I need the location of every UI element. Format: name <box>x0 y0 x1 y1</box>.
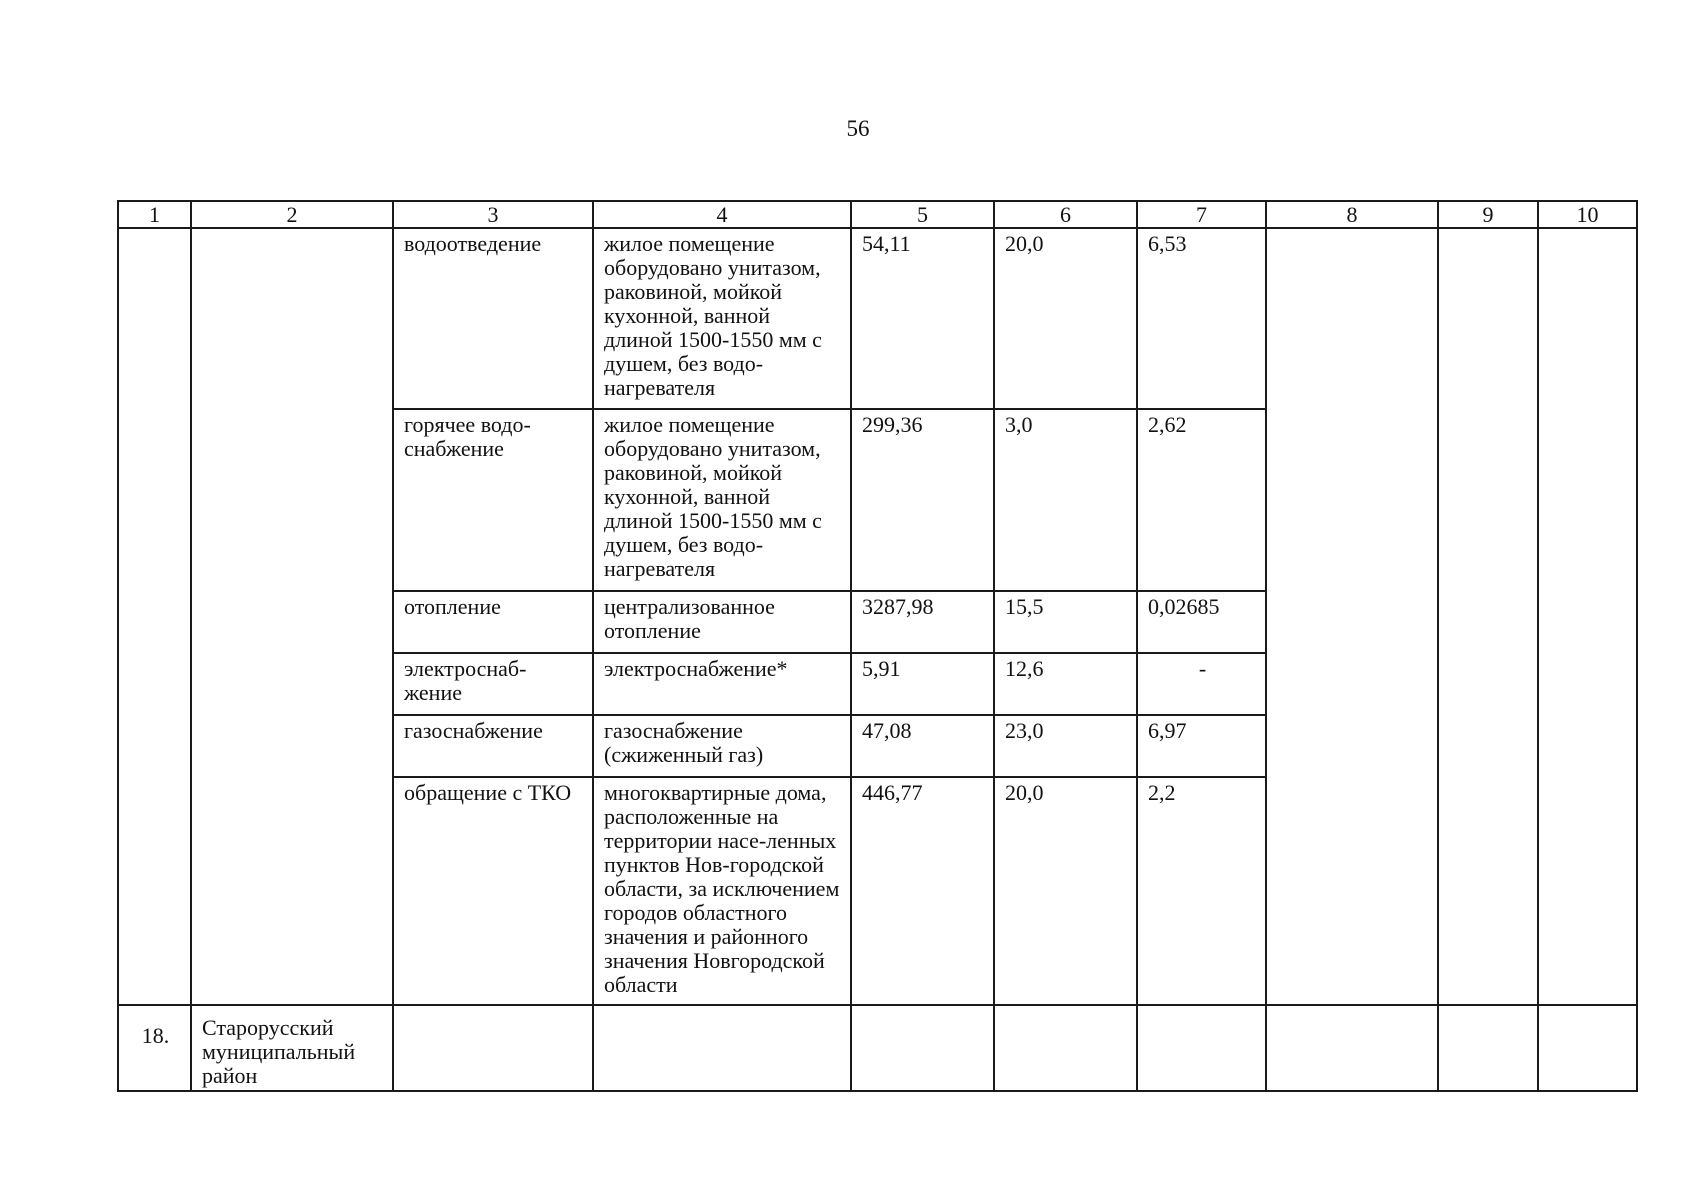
service-cell: обращение с ТКО <box>393 777 593 1005</box>
header-col-7: 7 <box>1137 201 1266 228</box>
description-cell: газоснабжение (сжиженный газ) <box>593 715 851 777</box>
header-col-3: 3 <box>393 201 593 228</box>
value-col-7: 6,53 <box>1137 228 1266 409</box>
tariff-table <box>117 200 1638 1092</box>
value-col-6: 12,6 <box>994 653 1137 715</box>
description-cell: электроснабжение* <box>593 653 851 715</box>
value-col-7: - <box>1137 653 1266 715</box>
value-col-6: 20,0 <box>994 777 1137 1005</box>
value-col-6: 15,5 <box>994 591 1137 653</box>
value-col-5: 3287,98 <box>851 591 994 653</box>
district-row <box>118 1005 1637 1091</box>
table-row <box>118 228 1637 409</box>
empty-cell <box>1538 1005 1637 1091</box>
header-col-5: 5 <box>851 201 994 228</box>
value-col-7: 6,97 <box>1137 715 1266 777</box>
header-col-1: 1 <box>118 201 191 228</box>
merged-col-8 <box>1266 228 1438 1005</box>
description-cell: жилое помещение оборудовано унитазом, раковиной, мойкой кухонной, ванной длиной 1500-1550 мм с душем, без водо-нагревателя <box>593 409 851 591</box>
service-cell: горячее водо-снабжение <box>393 409 593 591</box>
description-cell: многоквартирные дома, расположенные на территории насе-ленных пунктов Нов-городской области, за исключением городов областного значения и районного значения Новгородской области <box>593 777 851 1005</box>
empty-cell <box>1266 1005 1438 1091</box>
page-number: 56 <box>846 116 870 141</box>
district-number: 18. <box>118 1005 191 1091</box>
value-col-7: 2,62 <box>1137 409 1266 591</box>
empty-cell <box>994 1005 1137 1091</box>
value-col-5: 47,08 <box>851 715 994 777</box>
header-col-8: 8 <box>1266 201 1438 228</box>
header-col-2: 2 <box>191 201 393 228</box>
table-header-row <box>118 201 1637 228</box>
value-col-5: 5,91 <box>851 653 994 715</box>
value-col-6: 20,0 <box>994 228 1137 409</box>
header-col-10: 10 <box>1538 201 1637 228</box>
value-col-5: 54,11 <box>851 228 994 409</box>
merged-col-10 <box>1538 228 1637 1005</box>
value-col-5: 446,77 <box>851 777 994 1005</box>
empty-cell <box>1438 1005 1538 1091</box>
service-cell: газоснабжение <box>393 715 593 777</box>
service-cell: электроснаб-жение <box>393 653 593 715</box>
header-col-4: 4 <box>593 201 851 228</box>
value-col-6: 23,0 <box>994 715 1137 777</box>
value-col-6: 3,0 <box>994 409 1137 591</box>
empty-cell <box>1137 1005 1266 1091</box>
value-col-7: 0,02685 <box>1137 591 1266 653</box>
service-cell: отопление <box>393 591 593 653</box>
empty-cell <box>593 1005 851 1091</box>
value-col-5: 299,36 <box>851 409 994 591</box>
district-name: Старорусский муниципальный район <box>191 1005 393 1091</box>
service-cell: водоотведение <box>393 228 593 409</box>
empty-cell <box>851 1005 994 1091</box>
empty-cell <box>393 1005 593 1091</box>
description-cell: жилое помещение оборудовано унитазом, раковиной, мойкой кухонной, ванной длиной 1500-1550 мм с душем, без водо-нагревателя <box>593 228 851 409</box>
description-cell: централизованное отопление <box>593 591 851 653</box>
merged-col-9 <box>1438 228 1538 1005</box>
header-col-9: 9 <box>1438 201 1538 228</box>
merged-col-1 <box>118 228 191 1005</box>
value-col-7: 2,2 <box>1137 777 1266 1005</box>
merged-col-2 <box>191 228 393 1005</box>
header-col-6: 6 <box>994 201 1137 228</box>
